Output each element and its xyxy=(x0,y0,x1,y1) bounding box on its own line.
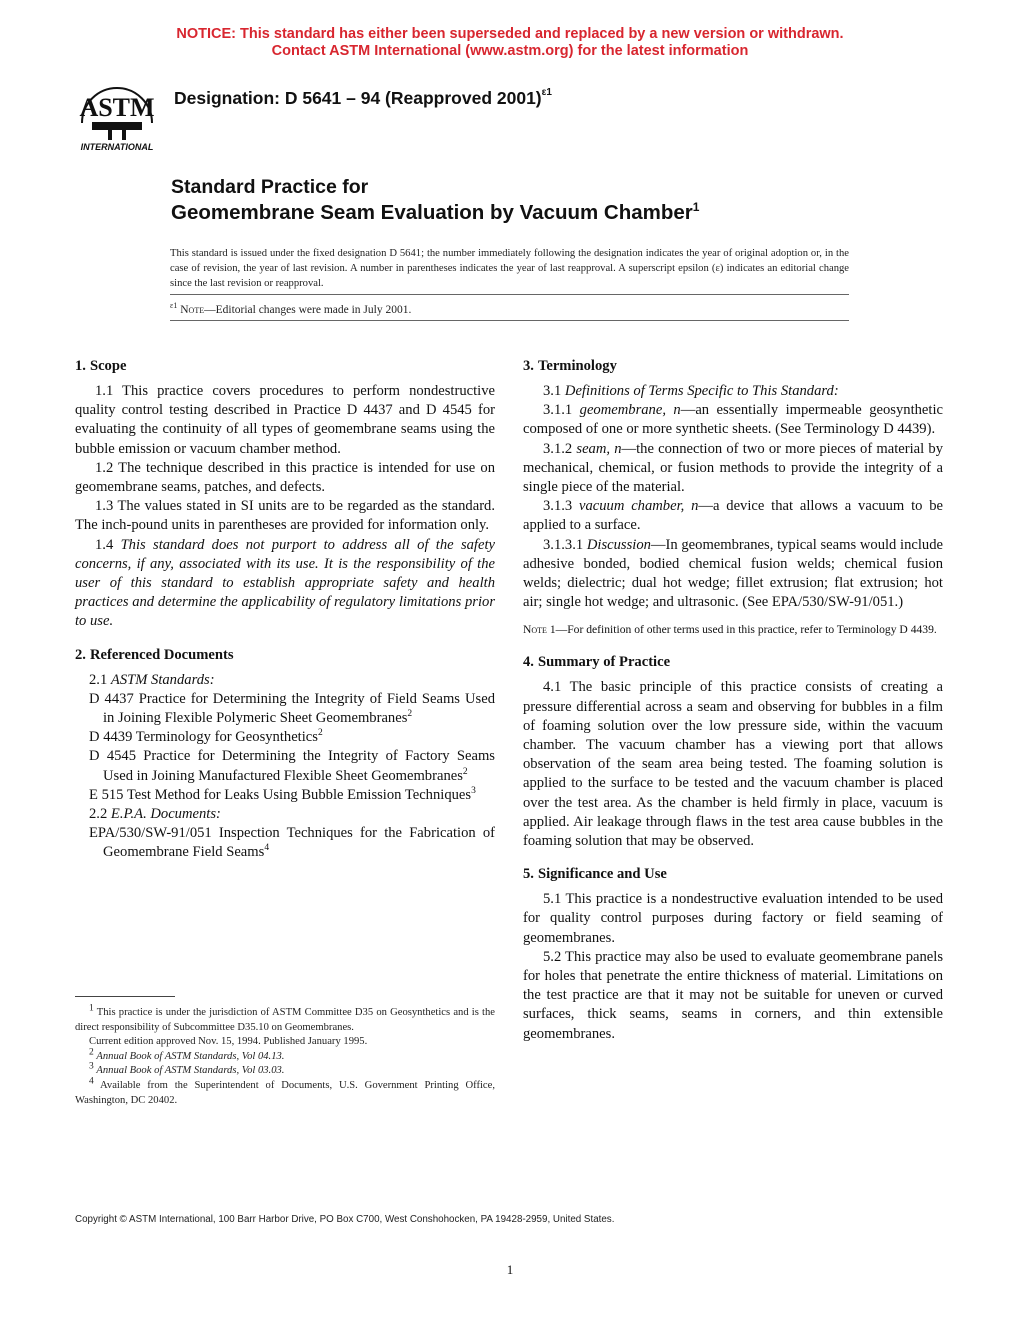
note: Note 1—For definition of other terms used in this practice, refer to Terminology D 4439. xyxy=(523,623,937,637)
designation xyxy=(174,88,552,109)
paragraph: 5.1 This practice is a nondestructive evaluation intended to be used for quality control purposes during factory or field seaming of geomembranes. xyxy=(523,891,943,946)
editorial-note-label: Note xyxy=(180,304,205,316)
divider xyxy=(170,320,849,321)
definition: 3.1.1 geomembrane, n—an essentially impermeable geosynthetic composed of one or more synthetic sheets. (See Terminology D 4439). xyxy=(523,402,943,438)
section-scope xyxy=(75,356,495,632)
designation-sup: ε1 xyxy=(541,87,552,99)
section-referenced-documents xyxy=(75,645,495,863)
definition: 3.1.3.1 Discussion—In geomembranes, typical seams would include adhesive bonded, bodied chemical fusion welds; chemical fusion welds; dielectric; dual hot wedge; fillet extrusion; flat extrusion; hot air; single hot wedge; and ultrasonic. (See EPA/530/SW-91/051.) xyxy=(523,536,944,611)
logo-text: ASTM xyxy=(79,93,155,122)
footnote: $^3$ Annual Book of ASTM Standards, Vol 03.03. xyxy=(89,1061,285,1077)
notice-line-2: Contact ASTM International (www.astm.org) for the latest information xyxy=(271,43,749,59)
astm-logo-icon xyxy=(72,78,162,152)
paragraph: 1.3 The values stated in SI units are to be regarded as the standard. The inch-pound units in parentheses are provided for information only. xyxy=(75,498,495,534)
page-title xyxy=(171,174,699,226)
footnote: $^2$ Annual Book of ASTM Standards, Vol 04.13. xyxy=(89,1047,285,1062)
right-column xyxy=(523,356,943,1057)
section-heading: 3. Terminology xyxy=(523,358,617,374)
title-line-1: Standard Practice for xyxy=(171,176,369,198)
paragraph: 1.2 The technique described in this practice is intended for use on geomembrane seams, patches, and defects. xyxy=(75,459,495,496)
logo-subtext: INTERNATIONAL xyxy=(80,142,154,152)
page-number: 1 xyxy=(506,1262,514,1277)
reference-item: E 515 Test Method for Leaks Using Bubble Emission Techniques$^3$ xyxy=(89,786,476,803)
footnote: Current edition approved Nov. 15, 1994. Published January 1995. xyxy=(89,1036,368,1048)
section-summary xyxy=(523,652,943,851)
editorial-sup: ε1 xyxy=(170,301,178,311)
section-heading: 2. Referenced Documents xyxy=(75,646,234,663)
withdrawal-notice xyxy=(0,26,1020,60)
subsection-label: 2.2 E.P.A. Documents: xyxy=(89,806,221,823)
section-heading: 1. Scope xyxy=(75,358,127,374)
notice-line-1: NOTICE: This standard has either been superseded and replaced by a new version or withdrawn. xyxy=(176,26,844,42)
paragraph: 1.4 This standard does not purport to address all of the safety concerns, if any, associated with its use. It is the responsibility of the user of this standard to establish appropriate safety and health practices and determine the applicability of regulatory limitations prior to use. xyxy=(75,536,495,630)
footnote: $^1$ This practice is under the jurisdiction of ASTM Committee D35 on Geosynthetics and is the direct responsibility of Subcommittee D35.10 on Geomembranes. xyxy=(75,1003,495,1033)
editorial-note xyxy=(170,301,412,316)
designation-text: Designation: D 5641 – 94 (Reapproved 2001) xyxy=(174,88,542,108)
paragraph: 4.1 The basic principle of this practice consists of creating a pressure differential across a seam and observing for bubbles in a film of foaming solution over the low pressure side, within the vacuum chamber. The vacuum chamber has a viewing port that allows observation of the seam area being tested. The foaming solution is applied to the surface to be tested and the vacuum chamber is placed over the test area. As the chamber is held firmly in place, vacuum is applied. Air leakage through flaws in the test area cause bubbles in the foaming solution that may be observed. xyxy=(523,679,943,850)
section-significance xyxy=(523,864,943,1044)
section-terminology xyxy=(523,356,943,638)
footnote-divider xyxy=(75,996,175,997)
divider xyxy=(170,294,849,295)
reference-item: D 4545 Practice for Determining the Integrity of Factory Seams Used in Joining Manufactured Flexible Sheet Geomembranes$^2$ xyxy=(89,748,495,784)
paragraph: 5.2 This practice may also be used to evaluate geomembrane panels for holes that penetrate the entire thickness of material. Limitations on the test practice are that it may not be suitable for uneven or curved surfaces, thick seams, seams in corners, and thin extensible geomembranes. xyxy=(523,948,943,1042)
paragraph: 3.1 Definitions of Terms Specific to This Standard: xyxy=(543,383,839,399)
title-line-2: Geomembrane Seam Evaluation by Vacuum Chamber xyxy=(171,201,693,224)
paragraph: 1.1 This practice covers procedures to perform nondestructive quality control testing described in Practice D 4437 and D 4545 for evaluating the continuity of all types of geomembrane seams using the bubble emission or vacuum chamber method. xyxy=(75,383,495,457)
definition: 3.1.2 seam, n—the connection of two or more pieces of material by mechanical, chemical, or fusion methods to provide the integrity of a single piece of the material. xyxy=(523,440,943,496)
footnotes xyxy=(75,1003,495,1108)
footnote: $^4$ Available from the Superintendent of Documents, U.S. Government Printing Office, Washington, DC 20402. xyxy=(75,1076,495,1106)
definition: 3.1.3 vacuum chamber, n—a device that allows a vacuum to be applied to a surface. xyxy=(523,498,943,534)
section-heading: 4. Summary of Practice xyxy=(523,654,671,671)
issued-under-statement: This standard is issued under the fixed designation D 5641; the number immediately following the designation indicates the year of original adoption or, in the case of revision, the year of last revision. A number in parentheses indicates the year of last reapproval. A superscript epsilon (ε) indicates an editorial change since the last revision or reapproval. xyxy=(170,248,849,289)
reference-item: EPA/530/SW-91/051 Inspection Techniques for the Fabrication of Geomembrane Field Seams$^4$ xyxy=(89,825,495,861)
section-heading: 5. Significance and Use xyxy=(523,866,667,883)
subsection-label: 2.1 ASTM Standards: xyxy=(89,671,215,688)
reference-item: D 4439 Terminology for Geosynthetics$^2$ xyxy=(89,728,323,746)
title-sup: 1 xyxy=(692,200,700,215)
reference-item: D 4437 Practice for Determining the Integrity of Field Seams Used in Joining Flexible Polymeric Sheet Geomembranes$^2$ xyxy=(89,690,495,727)
editorial-note-text: —Editorial changes were made in July 2001. xyxy=(204,304,412,316)
copyright: Copyright © ASTM International, 100 Barr Harbor Drive, PO Box C700, West Conshohocken, PA 19428-2959, United States. xyxy=(75,1214,615,1225)
left-column xyxy=(75,356,495,876)
